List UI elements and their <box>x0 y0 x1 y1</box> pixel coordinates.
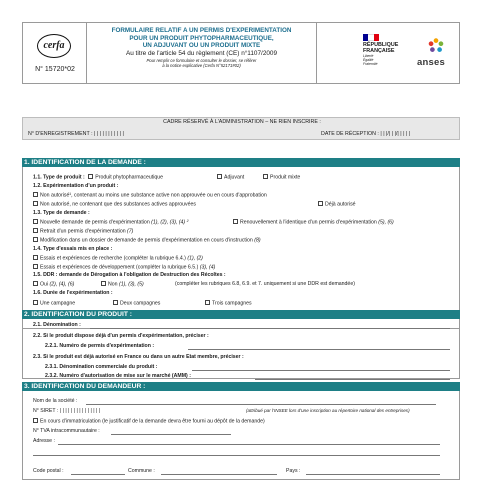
address-label: Adresse : <box>33 438 55 444</box>
cerfa-logo: cerfa <box>37 34 71 58</box>
request-withdrawal-refs: (7) <box>125 228 134 235</box>
country-label: Pays : <box>286 468 301 474</box>
republique-francaise-logo: RÉPUBLIQUE FRANÇAISE <box>363 42 399 54</box>
siret-label: N° SIRET : <box>33 408 59 414</box>
ddr-no-refs: (1), (3), (5) <box>117 281 144 288</box>
reception-date-field: DATE DE RÉCEPTION : | | |/| | |/| | | | | <box>321 131 411 137</box>
trials-development-refs: (3), (4) <box>198 264 216 271</box>
authorized-product-label: 2.3. Si le produit est déjà autorisé en France ou dans un autre Etat membre, préciser : <box>33 354 244 360</box>
french-flag-icon <box>363 34 379 41</box>
trials-research-refs: (1), (2) <box>185 255 203 262</box>
ddr-yes-checkbox[interactable] <box>33 281 38 286</box>
permit-number-label: 2.2.1. Numéro de permis d'expérimentation : <box>45 343 155 349</box>
trials-development-checkbox[interactable] <box>33 264 38 269</box>
ddr-yes-refs: (2), (4), (6) <box>48 281 75 288</box>
product-name-label: 2.1. Dénomination : <box>33 322 81 328</box>
instructions-note: à la notice explicative (Cerfa N°52171#02) <box>162 62 241 68</box>
q16-label: 1.6. Durée de l'expérimentation : <box>33 290 113 296</box>
trials-research-checkbox[interactable] <box>33 255 38 260</box>
ddr-no-label: Non <box>108 281 118 288</box>
republic-motto: Liberté Égalité Fraternité <box>363 54 378 66</box>
request-modification-checkbox[interactable] <box>33 237 38 242</box>
q14-label: 1.4. Type d'essais mis en place : <box>33 246 113 252</box>
company-name-input[interactable] <box>86 404 436 405</box>
registration-pending-checkbox[interactable] <box>33 418 38 423</box>
postal-code-label: Code postal : <box>33 468 64 474</box>
experiment-authorized-checkbox[interactable] <box>318 201 323 206</box>
experiment-unauthorized-new-substance-label: Non autorisé¹, contenant au moins une substance active non approuvée ou en cours d'approbation <box>40 192 267 199</box>
instructions-note: Pour remplir ce formulaire et consulter le dossier, se référer <box>146 57 257 63</box>
duration-three-checkbox[interactable] <box>205 300 210 305</box>
company-name-label: Nom de la société : <box>33 398 78 404</box>
amm-number-input[interactable] <box>255 379 450 380</box>
cerfa-block <box>23 23 87 83</box>
q13-label: 1.3. Type de demande : <box>33 210 90 216</box>
q11-label: 1.1. Type de produit : <box>33 174 85 181</box>
trials-research-label: Essais et expériences de recherche (compléter la rubrique 6.4.) <box>40 255 186 262</box>
registration-number-field: N° D'ENREGISTREMENT : | | | | | | | | | | | <box>28 131 124 137</box>
duration-one-checkbox[interactable] <box>33 300 38 305</box>
request-renewal-label: Renouvellement à l'identique d'un permis d'expérimentation <box>240 219 377 226</box>
permit-number-input[interactable] <box>188 349 450 350</box>
experiment-unauthorized-approved-label: Non autorisé, ne contenant que des substances actives approuvées <box>40 201 197 208</box>
request-new-label: Nouvelle demande de permis d'expérimentation <box>40 219 150 226</box>
form-title-line: FORMULAIRE RELATIF A UN PERMIS D'EXPERIMENTATION <box>111 27 292 34</box>
anses-logo: anses <box>417 57 445 68</box>
trade-name-label: 2.3.1. Dénomination commerciale du produit : <box>45 364 158 370</box>
logos-block <box>317 23 460 83</box>
trials-development-label: Essais et expériences de développement (compléter la rubrique 6.5.) <box>40 264 199 271</box>
product-type-phyto-checkbox[interactable] <box>88 174 93 179</box>
experiment-unauthorized-approved-checkbox[interactable] <box>33 201 38 206</box>
product-type-mixed-checkbox[interactable] <box>263 174 268 179</box>
address-line-2-input[interactable] <box>33 455 440 456</box>
form-title-block <box>87 23 317 83</box>
vat-number-label: N° TVA intracommunautaire : <box>33 428 100 434</box>
request-modification-refs: (8) <box>252 237 261 244</box>
form-header <box>22 22 460 84</box>
duration-one-label: Une campagne <box>40 300 76 307</box>
form-title-line: POUR UN PRODUIT PHYTOPHARMACEUTIQUE, <box>129 34 274 42</box>
section-3-header: 3. IDENTIFICATION DU DEMANDEUR : <box>22 382 460 391</box>
ddr-no-checkbox[interactable] <box>101 281 106 286</box>
form-title-line: UN ADJUVANT OU UN PRODUIT MIXTE <box>142 42 261 50</box>
country-input[interactable] <box>306 474 440 475</box>
request-renewal-refs: (5), (6) <box>376 219 394 226</box>
product-type-adjuvant-label: Adjuvant <box>224 174 245 181</box>
admin-reserved-block <box>22 117 460 140</box>
duration-three-label: Trois campagnes <box>212 300 252 307</box>
request-renewal-checkbox[interactable] <box>233 219 238 224</box>
city-input[interactable] <box>161 474 277 475</box>
request-new-refs: (1), (2), (3), (4) ² <box>149 219 189 226</box>
regulation-reference: Au titre de l'article 54 du règlement (CE) n°1107/2009 <box>125 49 278 57</box>
cerfa-number: N° 15720*02 <box>35 66 75 73</box>
form-title <box>87 27 316 50</box>
section-1-header: 1. IDENTIFICATION DE LA DEMANDE : <box>22 158 460 167</box>
request-modification-label: Modification dans un dossier de demande de permis d'expérimentation en cours d'instruction <box>40 237 253 244</box>
trade-name-input[interactable] <box>192 370 450 371</box>
duration-two-checkbox[interactable] <box>113 300 118 305</box>
postal-code-input[interactable] <box>71 474 125 475</box>
anses-logo-icon <box>427 37 445 55</box>
product-type-mixed-label: Produit mixte <box>270 174 301 181</box>
section-2-header: 2. IDENTIFICATION DU PRODUIT : <box>22 310 460 319</box>
ddr-note: (compléter les rubriques 6.8, 6.9. et 7. uniquement si une DDR est demandée) <box>175 281 355 287</box>
q15-label: 1.5. DDR : demande de Dérogation à l'obligation de Destruction des Récoltes : <box>33 272 226 278</box>
request-withdrawal-label: Retrait d'un permis d'expérimentation <box>40 228 126 235</box>
experiment-authorized-label: Déjà autorisé <box>325 201 356 208</box>
vat-number-input[interactable] <box>111 434 231 435</box>
amm-number-label: 2.3.2. Numéro d'autorisation de mise sur le marché (AMM) : <box>45 373 191 379</box>
request-new-checkbox[interactable] <box>33 219 38 224</box>
admin-title: CADRE RÉSERVÉ À L'ADMINISTRATION – NE RIEN INSCRIRE : <box>163 119 321 125</box>
q12-label: 1.2. Expérimentation d'un produit : <box>33 183 119 189</box>
product-type-adjuvant-checkbox[interactable] <box>217 174 222 179</box>
ddr-yes-label: Oui <box>40 281 49 288</box>
city-label: Commune : <box>128 468 155 474</box>
existing-permit-label: 2.2. Si le produit dispose déjà d'un permis d'expérimentation, préciser : <box>33 333 209 339</box>
product-name-input[interactable] <box>90 328 450 329</box>
request-withdrawal-checkbox[interactable] <box>33 228 38 233</box>
address-input[interactable] <box>58 444 440 445</box>
registration-pending-label: En cours d'immatriculation (le justificatif de la demande devra être fourni au dépôt de la demande) <box>40 418 265 425</box>
product-type-phyto-label: Produit phytopharmaceutique <box>95 174 164 181</box>
siret-note: (attribué par l'INSEE lors d'une inscription au répertoire national des entreprises) <box>246 408 410 413</box>
experiment-unauthorized-new-substance-checkbox[interactable] <box>33 192 38 197</box>
duration-two-label: Deux campagnes <box>120 300 161 307</box>
siret-input[interactable]: | | | | | | | | | | | | | | | <box>59 408 101 414</box>
